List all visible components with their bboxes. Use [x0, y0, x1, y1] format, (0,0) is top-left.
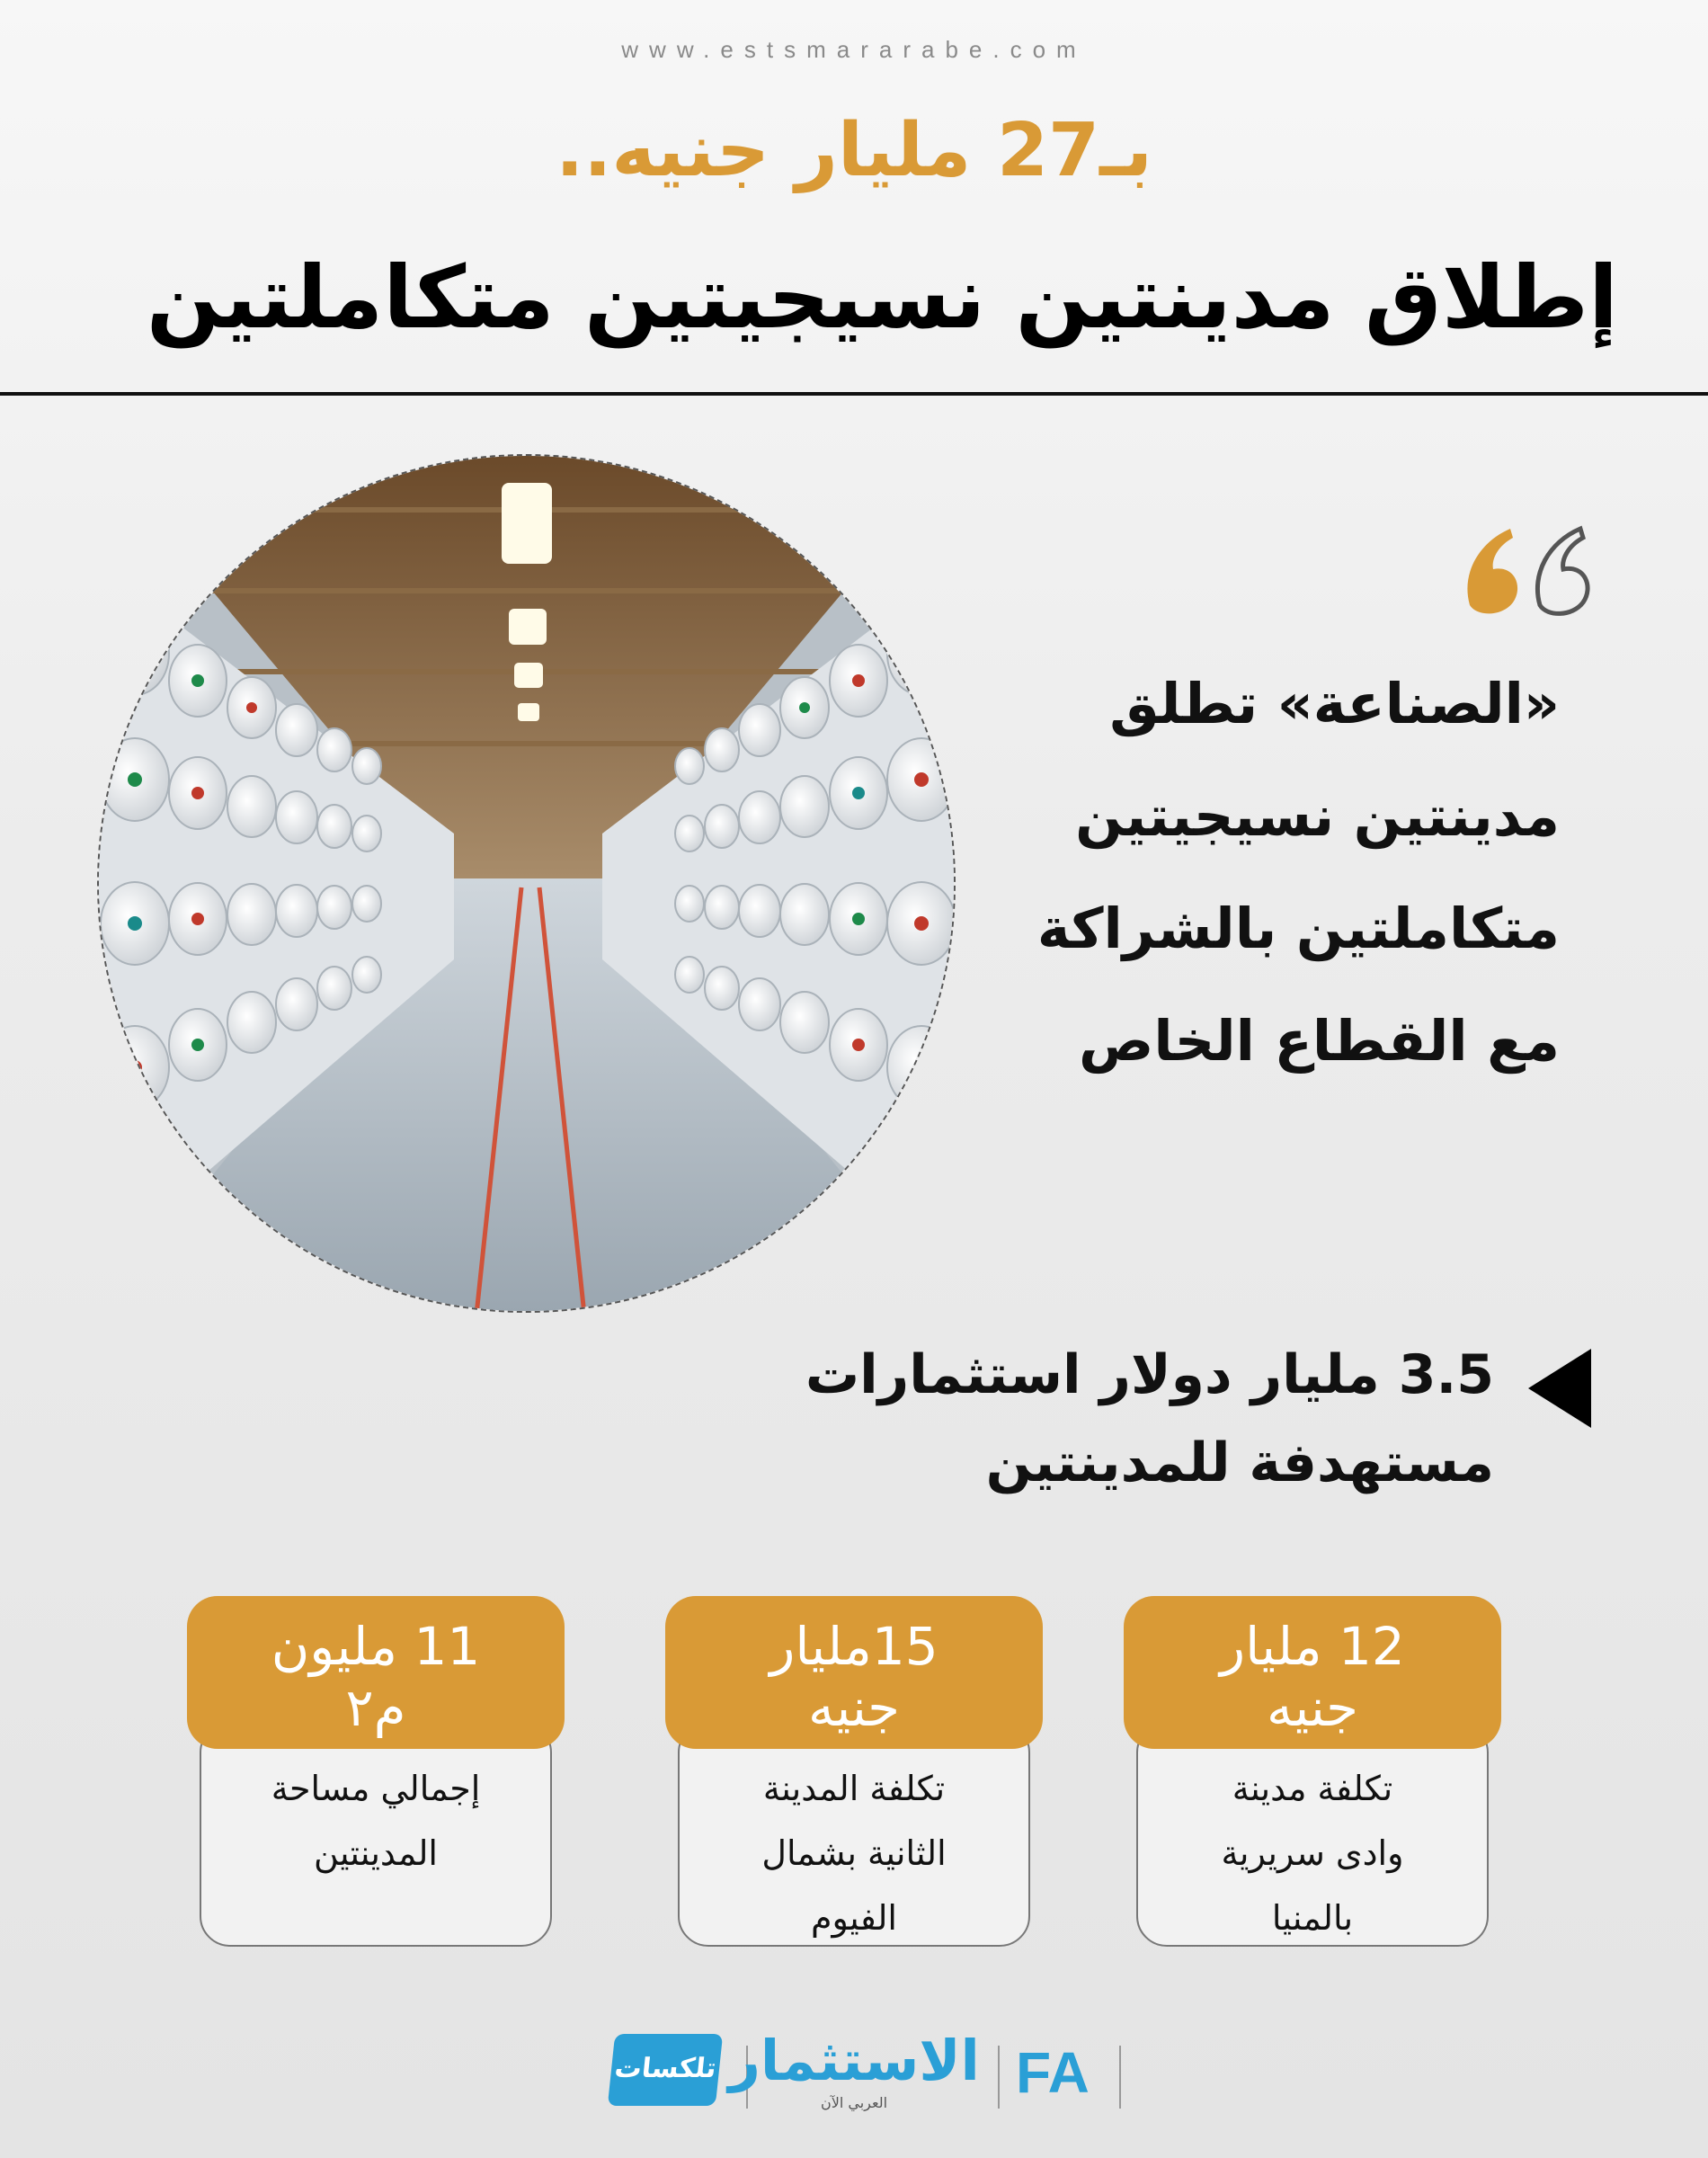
stat-value-line: 12 مليار — [1220, 1616, 1405, 1677]
fa-logo-text: FA — [1016, 2040, 1090, 2105]
stat-value-line: م٢ — [345, 1677, 406, 1738]
stat-desc-line: الثانية بشمال — [761, 1833, 947, 1873]
stat-card — [1124, 1596, 1501, 1938]
fact-line: 3.5 مليار دولار استثمارات — [805, 1343, 1494, 1406]
fa-logo — [1016, 2039, 1106, 2111]
logo-separator — [1119, 2046, 1121, 2109]
alestethmar-logo-text: الاستثمار — [728, 2028, 980, 2093]
quote-text — [1002, 647, 1560, 1097]
spool-photo — [97, 454, 956, 1313]
stat-value-line: 11 مليون — [271, 1616, 481, 1677]
page-title: إطلاق مدينتين نسيجيتين متكاملتين — [146, 247, 1618, 348]
header-divider — [0, 392, 1708, 396]
telexat-logo-text: تلكسات — [612, 2053, 718, 2084]
alestethmar-tagline: العربي الآن — [820, 2094, 888, 2111]
site-url: www.estsmararabe.com — [621, 36, 1087, 63]
stat-desc-line: إجمالي مساحة — [271, 1769, 481, 1808]
stat-card-desc — [1136, 1756, 1489, 1950]
stat-value-line: 15مليار — [769, 1616, 939, 1677]
stat-value-line: جنيه — [808, 1677, 900, 1738]
logo-separator — [998, 2046, 1000, 2109]
stat-card-desc — [678, 1756, 1030, 1950]
alestethmar-logo — [728, 2028, 980, 2111]
telexat-logo — [608, 2034, 723, 2106]
subtitle: بـ27 مليار جنيه.. — [556, 108, 1152, 193]
stat-value-line: جنيه — [1267, 1677, 1358, 1738]
fact-line: مستهدفة للمدينتين — [985, 1431, 1494, 1494]
stat-desc-line: تكلفة المدينة — [762, 1769, 946, 1808]
fact-text — [631, 1331, 1494, 1507]
quote-line: متكاملتين بالشراكة — [1036, 896, 1560, 961]
stat-desc-line: الفيوم — [811, 1898, 897, 1938]
stat-card — [187, 1596, 565, 1938]
factory-illustration — [99, 456, 956, 1313]
quote-line: مع القطاع الخاص — [1079, 1008, 1560, 1074]
stat-card-value — [187, 1596, 565, 1749]
quote-icon — [1461, 520, 1605, 619]
stat-card-value — [1124, 1596, 1501, 1749]
arrow-left-icon — [1528, 1349, 1591, 1428]
stat-card — [665, 1596, 1043, 1938]
quote-line: مدينتين نسيجيتين — [1075, 783, 1560, 849]
quote-line: «الصناعة» تطلق — [1109, 671, 1560, 736]
stat-desc-line: وادى سريرية — [1221, 1833, 1404, 1873]
stat-desc-line: تكلفة مدينة — [1232, 1769, 1393, 1808]
stat-desc-line: المدينتين — [314, 1833, 438, 1873]
stat-desc-line: بالمنيا — [1271, 1898, 1354, 1938]
stat-card-value — [665, 1596, 1043, 1749]
stat-card-desc — [200, 1756, 552, 1886]
